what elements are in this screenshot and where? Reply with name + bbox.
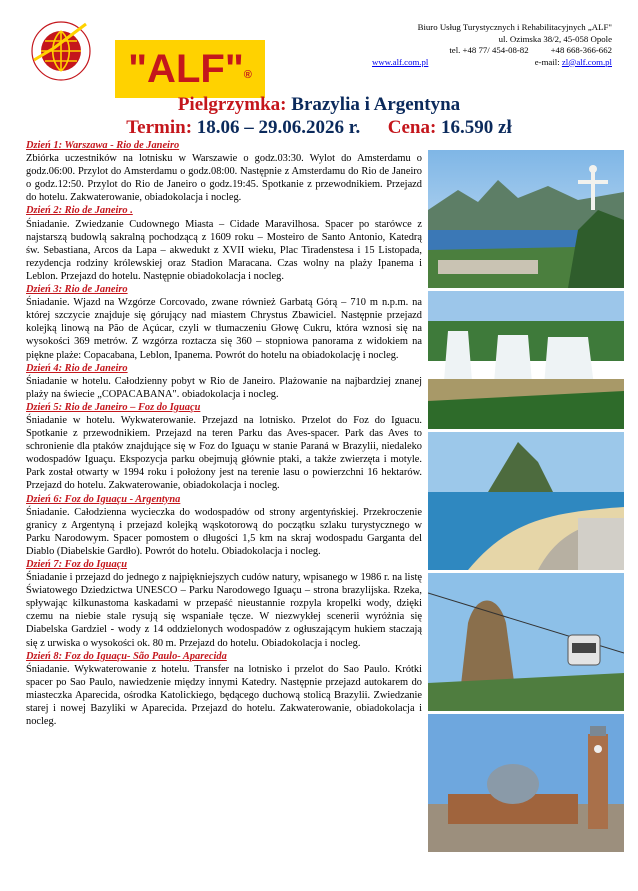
day-text: Śniadanie. Wjazd na Wzgórze Corcovado, zwane również Garbatą Górą – 710 m n.p.m. na której szczycie znajduje się górujący nad miastem Chrystus Zbawiciel. Następnie przejazd kolejką linową na Pão de Açúcar, czyli w tłumaczeniu Głowę Cukru, która wznosi się na wysokości 369 metrów. Z wzgórza roztacza się 360 – stopniowa panorama z widokiem na piękne plaże: Copacabana, Leblon, Ipanema. Powrót do hotelu na obiadokolację i nocleg.	[26, 297, 422, 361]
price-value: 16.590 zł	[441, 117, 512, 138]
trip-term-price	[0, 117, 638, 139]
day-title: Dzień 8: Foz do Iguaçu- São Paulo- Aparecida	[26, 650, 227, 662]
day-title: Dzień 4: Rio de Janeiro	[26, 362, 128, 374]
globe-logo-icon	[30, 20, 92, 82]
day-text: Śniadanie. Wykwaterowanie z hotelu. Transfer na lotnisko i przelot do Sao Paulo. Krótki spacer po Sao Paulo, nawiedzenie między innymi Katedry. Następnie przejazd autokarem do miasteczka Aparecida, ośrodka Katolickiego, będącego duchową stolicą Brazylii. Zwiedzanie starej i nowej Bazyliki w Aparecida. Przejazd do hotelu. Zakwaterowanie, obiadokolacja i nocleg.	[26, 663, 422, 728]
day-2	[26, 204, 422, 283]
day-title: Dzień 6: Foz do Iguaçu - Argentyna	[26, 493, 181, 505]
email-label: e-mail:	[534, 56, 560, 67]
day-8	[26, 650, 422, 729]
day-5	[26, 401, 422, 493]
day-4	[26, 362, 422, 401]
sugarloaf-cable-car-photo	[428, 573, 624, 711]
day-text: Śniadanie. Całodzienna wycieczka do wodospadów od strony argentyńskiej. Przekroczenie granicy z Argentyną i przejazd kolejką wąskotorową do początku szlaku turystycznego w Parku Narodowym. Spacer pomostem o długości 1,5 km na skraj wodospadu Garganta del Diablo (Diabelskie Gardło). Powrót do hotelu. Obiadokolacja i nocleg.	[26, 506, 422, 557]
day-text: Śniadanie w hotelu. Całodzienny pobyt w Rio de Janeiro. Plażowanie na najbardziej znanej plaży na świecie „COPACABANA". obiadokolacja i nocleg.	[26, 375, 422, 400]
logo-text: "ALF" ®	[115, 40, 265, 98]
rio-panorama-photo	[428, 150, 624, 288]
trip-title	[0, 94, 638, 116]
day-title: Dzień 7: Foz do Iguaçu	[26, 559, 128, 570]
office-phones: tel. +48 77/ 454-08-82 +48 668-366-662	[449, 45, 612, 55]
photo-column	[428, 150, 624, 855]
iguazu-falls-photo	[428, 291, 624, 429]
day-title: Dzień 3: Rio de Janeiro	[26, 284, 128, 296]
website-link[interactable]: www.alf.com.pl	[372, 56, 429, 67]
price-label: Cena:	[387, 117, 437, 138]
day-3	[26, 283, 422, 362]
email-link[interactable]: zl@alf.com.pl	[561, 56, 612, 67]
company-logo	[30, 20, 252, 91]
day-6	[26, 493, 422, 558]
office-name: Biuro Usług Turystycznych i Rehabilitacyjnych „ALF"	[417, 22, 612, 32]
day-text: Śniadanie. Zwiedzanie Cudownego Miasta – Cidade Maravilhosa. Spacer po starówce z najstarszą budowlą sakralną pochodzącą z 1609 roku – Mosteiro de Santo Antonio, Katedrą św. Sebastiana, Arcos da Lapa – akwedukt z XVII wieku, Plac Tiradenstesa i 15 Listopada, rezydencja rodziny królewskiej oraz Stadion Maracana. Czas wolny na plaży Ipanema i Leblon. Przejazd do hotelu. Następnie obiadokolacja i nocleg.	[26, 218, 422, 282]
aparecida-basilica-photo	[428, 714, 624, 852]
day-1	[26, 139, 422, 204]
day-text: Zbiórka uczestników na lotnisku w Warszawie o godz.03:30. Wylot do Amsterdamu o godz.06:00. Przylot do Amsterdamu o godz.08:00. Następnie z Amsterdamu do Rio de Janeiro o godz.12:50. Przylot do Rio de Janeiro o godz.19:45. Spotkanie z przewodnikiem. Przejazd do hotelu. Zakwaterowanie, obiadokolacja i nocleg.	[26, 153, 422, 204]
day-title: Dzień 2: Rio de Janeiro .	[26, 205, 133, 217]
itinerary	[26, 139, 422, 728]
copacabana-beach-photo	[428, 432, 624, 570]
trip-destination: Brazylia i Argentyna	[291, 94, 461, 115]
day-text: Śniadanie i przejazd do jednego z najpiękniejszych cudów natury, wpisanego w 1986 r. na listę Światowego Dziedzictwa UNESCO – Parku Narodowego Iguaçu – strona brazylijska. Rzeka, spływając kilkunastoma kaskadami w przepaść nieustannie rozpyla kropelki wody, dzięki czemu na niebie stale rysują się wspaniałe tęcze. W niezwykłej scenerii wyróżnia się Diabelska Gardziel - wody z 14 oddzielonych wodospadów z ogłuszającym hukiem staczają się z urwiska o wysokości ok. 80 m. Przejazd do hotelu. Obiadokolacja i nocleg.	[26, 572, 422, 649]
office-contact	[350, 22, 612, 68]
term-dates: 18.06 – 29.06.2026 r.	[196, 117, 361, 138]
day-text: Śniadanie w hotelu. Wykwaterowanie. Przejazd na lotnisko. Przelot do Foz do Iguacu. Spotkanie z przewodnikiem. Przejazd na teren Parku das Aves-spacer. Park das Aves to schronienie dla ptaków znajdujące się w Foz do Iguaçu w stanie Paraná w Brazylii, niedaleko wodospadów Iguaçu. Ekspozycja parku obejmują głównie ptaki, a także zwierzęta i motyle. Park został otwarty w 1994 roku i położony jest na terenie lasu o powierzchni 16 hektarów. Przejazd do hotelu. Zakwaterowanie, obiadokolacja i nocleg.	[26, 414, 422, 492]
trip-type-label: Pielgrzymka:	[177, 94, 287, 115]
day-title: Dzień 5: Rio de Janeiro – Foz do Iguaçu	[26, 401, 201, 413]
day-title: Dzień 1: Warszawa - Rio de Janeiro	[26, 140, 180, 151]
term-label: Termin:	[126, 117, 193, 138]
office-address: ul. Ozimska 38/2, 45-058 Opole	[498, 33, 612, 44]
day-7	[26, 558, 422, 650]
